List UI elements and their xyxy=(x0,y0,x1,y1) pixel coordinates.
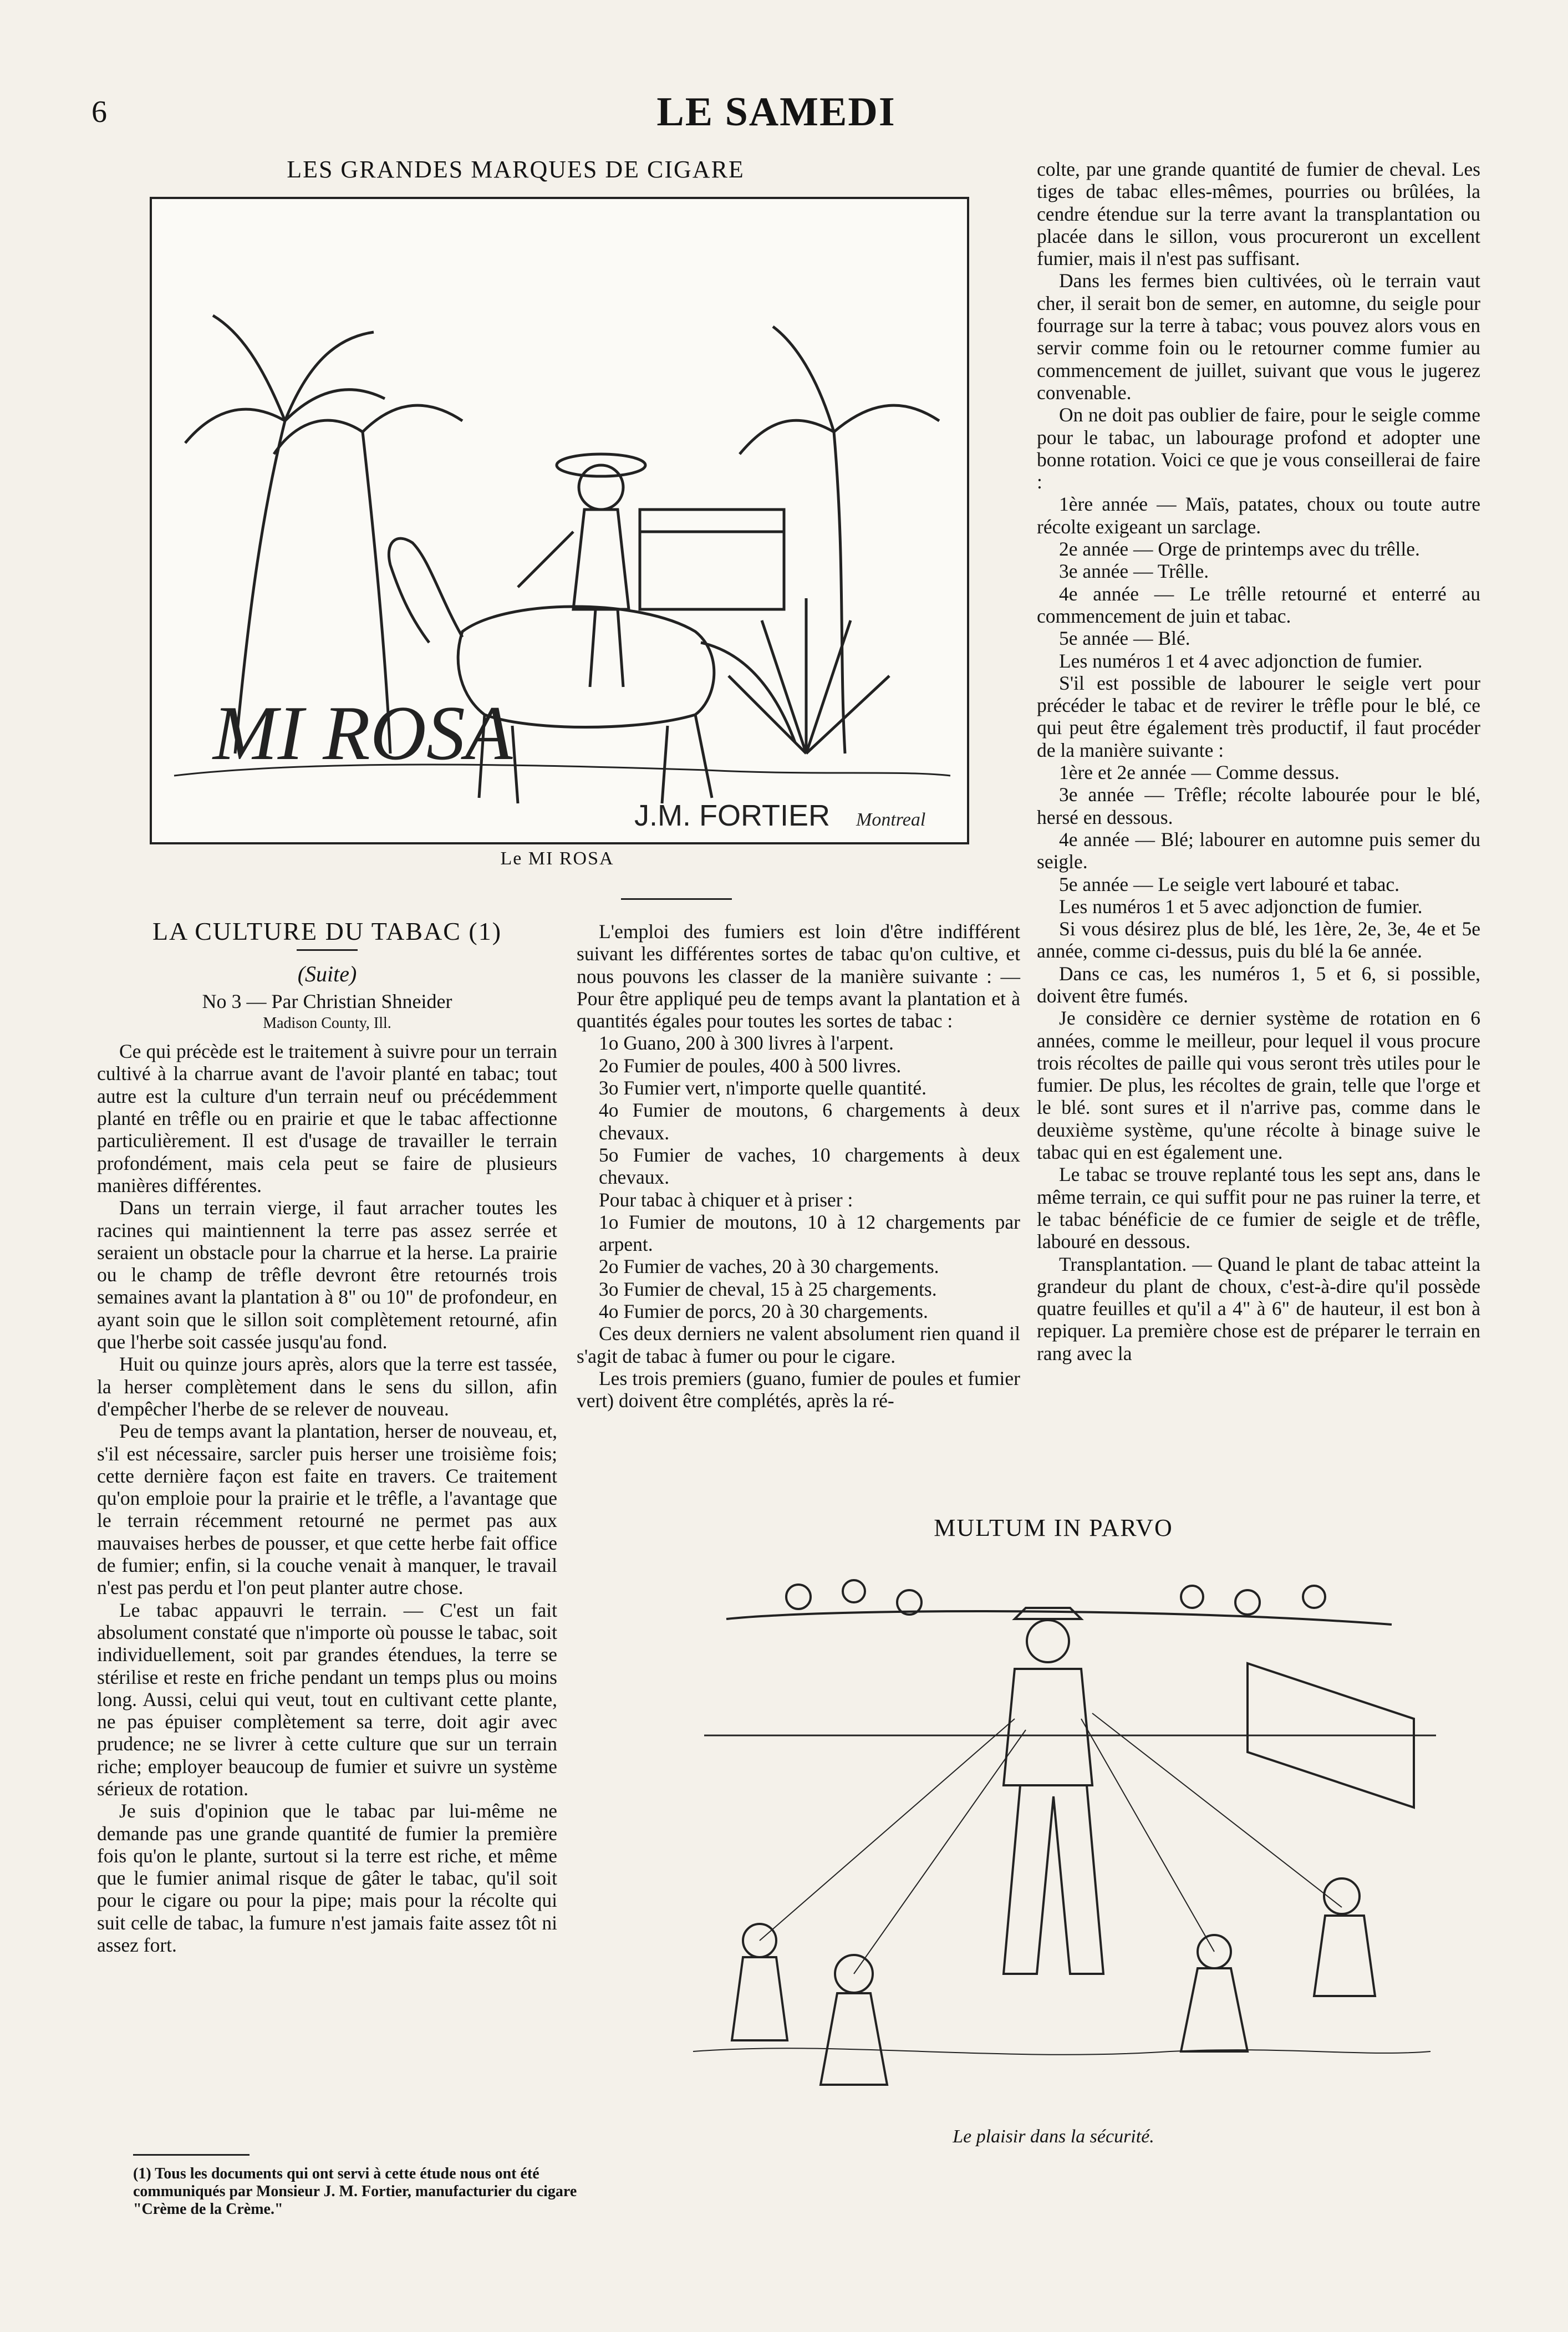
paragraph: 4e année — Le trêlle retourné et enterré au commencement de juin et tabac. xyxy=(1037,582,1480,627)
paragraph: 4e année — Blé; labourer en automne puis semer du seigle. xyxy=(1037,828,1480,873)
paragraph: 2e année — Orge de printemps avec du trêlle. xyxy=(1059,538,1420,561)
paragraph: Dans ce cas, les numéros 1, 5 et 6, si possible, doivent être fumés. xyxy=(1037,962,1480,1007)
paragraph: Ce qui précède est le traitement à suivre pour un terrain cultivé à la charrue avant de l'avoir planté en tabac; tout autre est la culture d'un terrain neuf ou précédemment planté en trêfle ou en prairie et que le tabac affectionne particulièrement. Il est d'usage de travailler le terrain profondément, mais cela peut se faire de plusieurs manières différentes. xyxy=(97,1040,557,1196)
cigar-ad-illustration xyxy=(150,197,969,844)
article-byline: No 3 — Par Christian Shneider xyxy=(202,990,452,1012)
paragraph: On ne doit pas oublier de faire, pour le seigle comme pour le tabac, un labourage profond et adopter une bonne rotation. Voici ce que je vous conseillerai de faire : xyxy=(1037,404,1480,493)
figure2-title: MULTUM IN PARVO xyxy=(934,1514,1173,1541)
paragraph: Les trois premiers (guano, fumier de poules et fumier vert) doivent être complétés, après la ré- xyxy=(577,1367,1020,1412)
paragraph: Si vous désirez plus de blé, les 1ère, 2e, 3e, 4e et 5e année, comme ci-dessus, puis du blé la 6e année. xyxy=(1037,918,1480,963)
paragraph: colte, par une grande quantité de fumier de cheval. Les tiges de tabac elles-mêmes, pourries ou brûlées, la cendre étendue sur la terre avant la transplantation ou placée dans le sillon, vous procureront un excellent fumier, mais il n'est pas suffisant. xyxy=(1037,158,1480,270)
multum-in-parvo-illustration xyxy=(671,1552,1436,2112)
paragraph: Le tabac appauvri le terrain. — C'est un fait absolument constaté que n'importe où pousse le tabac, soit individuellement, soit par grandes étendues, la terre se stérilise et reste en friche pendant un temps plus ou moins long. Aussi, celui qui veut, tout en cultivant cette plante, ne pas épuiser complètement sa terre, doit agir avec prudence; ne se livrer à cette culture que sur un terrain riche; employer beaucoup de fumier et suivre un système sérieux de rotation. xyxy=(97,1598,557,1800)
footnote-rule xyxy=(133,2154,250,2156)
paragraph: 1ère et 2e année — Comme dessus. xyxy=(1059,761,1340,784)
artist-signature: J.M. FORTIER xyxy=(634,799,831,832)
figure1-caption: Le MI ROSA xyxy=(500,848,614,869)
paragraph: 1ère année — Maïs, patates, choux ou toute autre récolte exigeant un sarclage. xyxy=(1037,493,1480,538)
paragraph: Huit ou quinze jours après, alors que la terre est tassée, la herser complètement dans le sens du sillon, afin d'empêcher l'herbe de se relever de nouveau. xyxy=(97,1353,557,1420)
paragraph: Transplantation. — Quand le plant de tabac atteint la grandeur du plant de choux, c'est-à-dire qu'il possède quatre feuilles et qu'il a 4" à 6" de hauteur, il est bon à repiquer. La première chose est de préparer le terrain en rang avec la xyxy=(1037,1252,1480,1364)
paragraph: Le tabac se trouve replanté tous les sept ans, dans le même terrain, ce qui suffit pour ne pas ruiner la terre, et le tabac bénéficie de ce fumier de seigle et de trêfle, labouré en dessous. xyxy=(1037,1163,1480,1253)
list-item: 1o Fumier de moutons, 10 à 12 chargements par arpent. xyxy=(599,1210,1020,1256)
list-item: 5o Fumier de vaches, 10 chargements à deux chevaux. xyxy=(599,1143,1020,1189)
paragraph: Je considère ce dernier système de rotation en 6 années, comme le meilleur, pour lequel il vous procure trois récoltes de paille qui vous seront très utiles pour le fumier. De plus, les récoltes de grain, telle que l'orge et le blé. sont sures et il n'arrive pas, comme dans le deuxième système, qu'une récolte à binage suive le tabac qui en est également une. xyxy=(1037,1007,1480,1164)
figure1-title: LES GRANDES MARQUES DE CIGARE xyxy=(287,156,745,183)
paragraph: L'emploi des fumiers est loin d'être indifférent suivant les différentes sortes de tabac qu'on cultive, et nous pouvons les classer de la manière suivante : — Pour être appliqué peu de temps avant la plantation et à quantités égales pour toutes les sortes de tabac : xyxy=(577,920,1020,1032)
signature-city: Montreal xyxy=(856,809,926,830)
paragraph: 3e année — Trêfle; récolte labourée pour le blé, hersé en dessous. xyxy=(1037,783,1480,828)
paragraph: Dans les fermes bien cultivées, où le terrain vaut cher, il serait bon de semer, en automne, du seigle pour fourrage sur la terre à tabac; vous pouvez alors vous en servir comme foin ou le retourner comme fumier au commencement de juillet, suivant que vous le jugerez convenable. xyxy=(1037,269,1480,404)
article-column-1 xyxy=(97,917,557,1957)
list-item: 1o Guano, 200 à 300 livres à l'arpent. xyxy=(599,1032,894,1055)
article-place: Madison County, Ill. xyxy=(263,1014,391,1032)
footnote: (1) Tous les documents qui ont servi à cette étude nous ont été communiqués par Monsieur J. M. Fortier, manufacturier du cigare "Crème de la Crème." xyxy=(133,2165,577,2218)
list-item: 3o Fumier vert, n'importe quelle quantité. xyxy=(599,1077,927,1099)
figure2-caption: Le plaisir dans la sécurité. xyxy=(953,2126,1154,2147)
article-column-3 xyxy=(1037,158,1480,1364)
article-title: LA CULTURE DU TABAC (1) xyxy=(152,917,502,945)
paragraph: S'il est possible de labourer le seigle vert pour précéder le tabac et de revirer le trêfle pour le blé, ce qui peut être également très productif, il faut procéder de la manière suivante : xyxy=(1037,671,1480,761)
horse-rider-drawing xyxy=(152,199,967,842)
paragraph: Les numéros 1 et 4 avec adjonction de fumier. xyxy=(1059,649,1423,672)
list-item: 2o Fumier de poules, 400 à 500 livres. xyxy=(599,1054,902,1077)
page-number: 6 xyxy=(91,95,107,129)
paragraph: 5e année — Le seigle vert labouré et tabac. xyxy=(1059,873,1400,895)
paragraph: Peu de temps avant la plantation, herser de nouveau, et, s'il est nécessaire, sarcler puis herser une troisième fois; cette dernière façon est faite en travers. Ce traitement qu'on emploie pour la prairie et le trêfle, a l'avantage que le terrain récemment retourné ne permet pas aux mauvaises herbes de pousser, et que cette herbe fait office de fumier; enfin, si la couche venait à manquer, le travail n'est pas perdu et l'on peut planter autre chose. xyxy=(97,1420,557,1599)
paragraph: Les numéros 1 et 5 avec adjonction de fumier. xyxy=(1059,895,1423,918)
title-rule xyxy=(297,949,358,951)
article-subtitle: (Suite) xyxy=(297,961,357,987)
list-item: 4o Fumier de moutons, 6 chargements à deux chevaux. xyxy=(599,1099,1020,1144)
paragraph: 3e année — Trêlle. xyxy=(1059,560,1209,583)
list-item: 2o Fumier de vaches, 20 à 30 chargements. xyxy=(599,1255,939,1278)
brand-lettering: MI ROSA xyxy=(213,690,513,776)
list-item: 4o Fumier de porcs, 20 à 30 chargements. xyxy=(599,1300,928,1323)
paragraph: Ces deux derniers ne valent absolument rien quand il s'agit de tabac à fumer ou pour le cigare. xyxy=(577,1322,1020,1367)
list-item: 3o Fumier de cheval, 15 à 25 chargements. xyxy=(599,1277,937,1300)
paragraph: 5e année — Blé. xyxy=(1059,627,1190,650)
paragraph: Je suis d'opinion que le tabac par lui-même ne demande pas une grande quantité de fumier la première fois qu'on le plante, surtout si la terre est riche, et même que le fumier animal risque de gâter le tabac, qu'il soit pour le cigare ou pour la pipe; mais pour la récolte qui suit celle de tabac, la fumure n'est jamais faite assez tôt ni assez fort. xyxy=(97,1800,557,1957)
masthead: LE SAMEDI xyxy=(656,89,896,135)
column-rule xyxy=(621,898,732,900)
nanny-children-drawing xyxy=(671,1552,1436,2112)
paragraph: Pour tabac à chiquer et à priser : xyxy=(599,1188,853,1211)
article-column-2 xyxy=(577,920,1020,1412)
paragraph: Dans un terrain vierge, il faut arracher toutes les racines qui maintiennent la terre pas assez serrée et seraient un obstacle pour la charrue et la herse. La prairie ou le champ de trêfle devront être retournés trois semaines avant la plantation à 8" ou 10" de profondeur, en ayant soin que le sillon soit complètement retourné, afin que l'herbe soit cassée jusqu'au fond. xyxy=(97,1196,557,1353)
